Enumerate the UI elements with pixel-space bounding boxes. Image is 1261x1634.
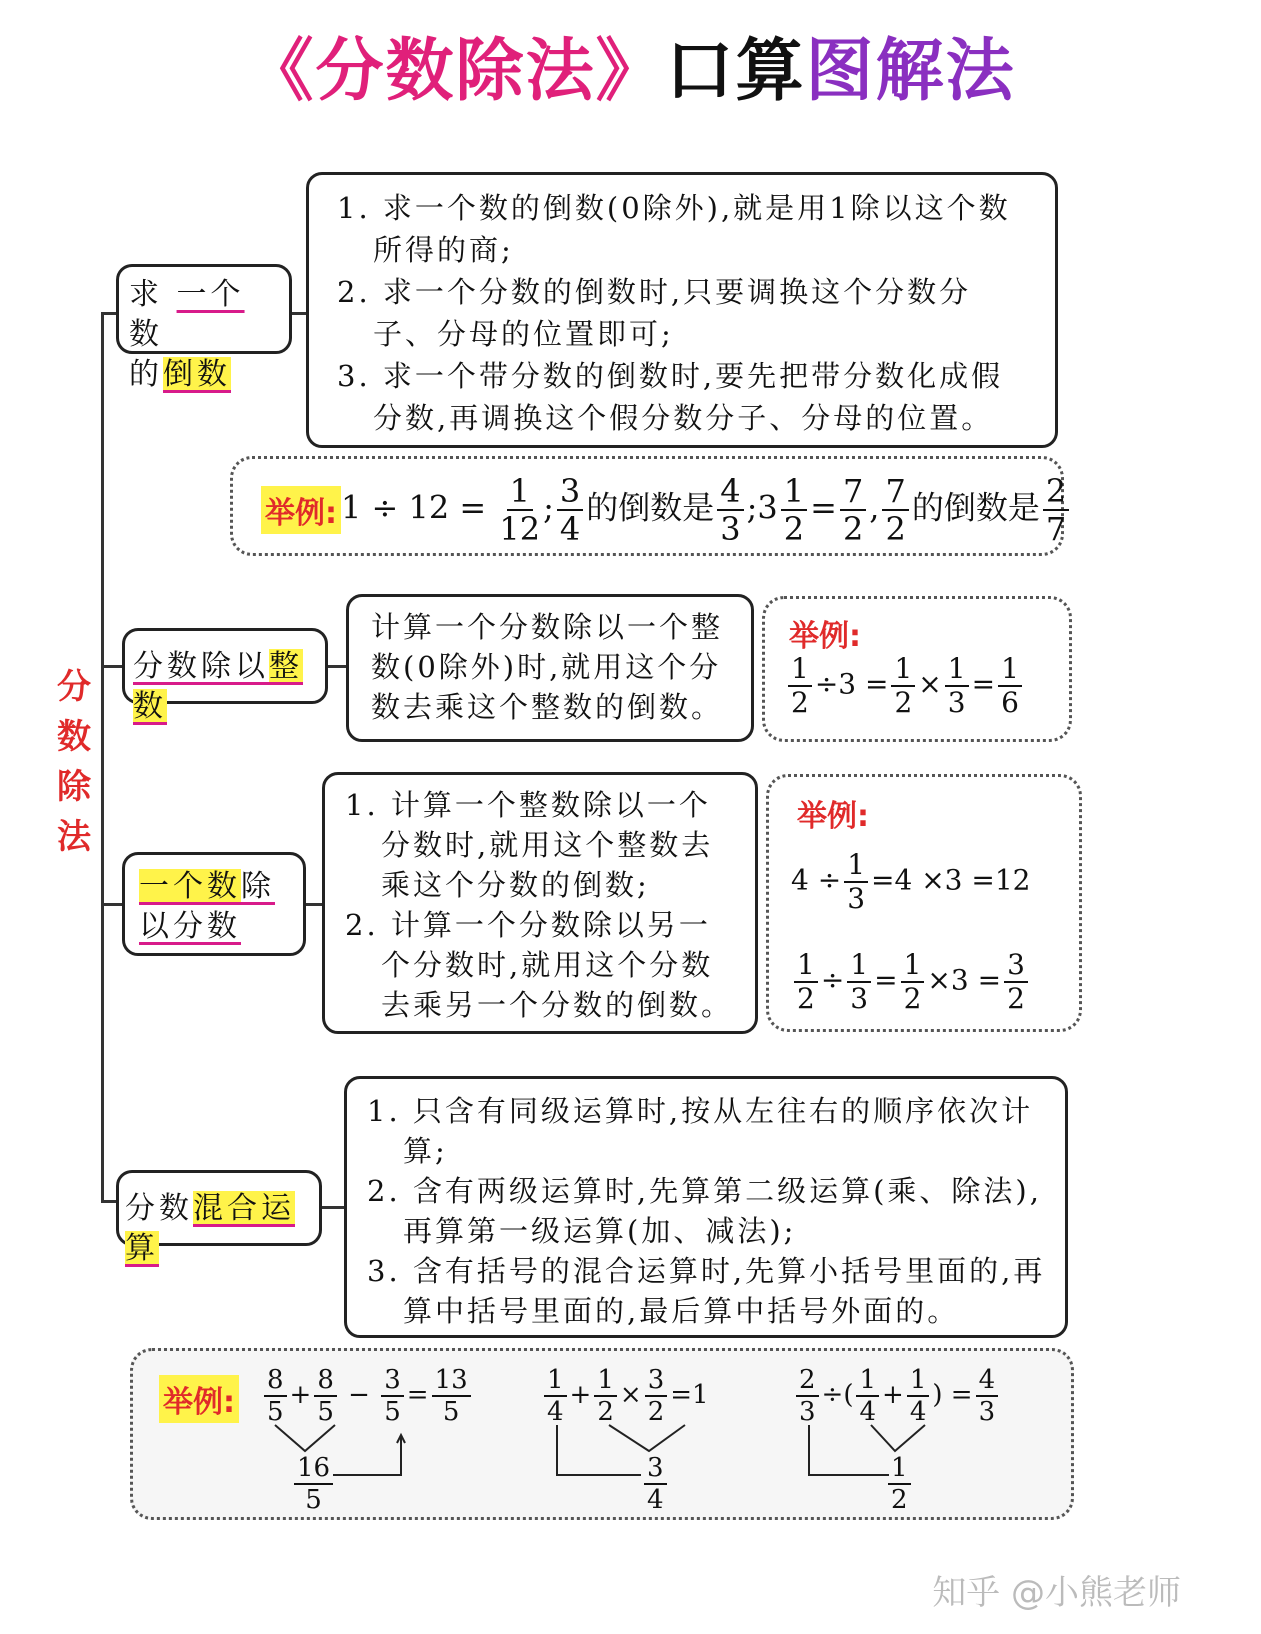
side-char: 数: [57, 717, 91, 757]
section3-label-box: [122, 852, 306, 956]
label-text: 数: [129, 317, 163, 352]
label-highlight: 混合运算: [125, 1191, 295, 1266]
tree-branch-3: [101, 903, 123, 906]
rule-item: 1. 求一个数的倒数(0除外),就是用1除以这个数所得的商;: [337, 191, 1011, 267]
section4-rules-box: [344, 1076, 1068, 1338]
rule-item: 2. 求一个分数的倒数时,只要调换这个分数分子、分母的位置即可;: [337, 275, 972, 351]
section4-example-box: [130, 1348, 1074, 1520]
connector-3: [304, 903, 324, 906]
label-text: 一个: [176, 277, 245, 312]
example-label: 举例:: [789, 619, 861, 654]
example-math: $\frac{2}{3}$ ÷( $\frac{1}{4}$ + $\frac{1}{4}$ ) = $\frac{4}{3}$: [793, 1367, 1001, 1425]
tree-trunk: [101, 312, 104, 1202]
connector-4: [320, 1206, 346, 1209]
example-math: $\frac{1}{2}$: [885, 1455, 914, 1513]
title-part2: 口算: [665, 32, 806, 111]
tree-branch-1: [101, 312, 117, 315]
example-math: $\frac{3}{4}$: [641, 1455, 670, 1513]
section1-example-box: [230, 456, 1067, 556]
section4-label-box: [116, 1170, 322, 1266]
label-text: 除: [241, 869, 275, 904]
watermark: 知乎 @小熊老师: [932, 1573, 1181, 1613]
side-label: [54, 662, 94, 862]
label-text: 分数除以: [133, 649, 269, 684]
example-math: 4 ÷ $\frac{1}{3}$ =4 ×3 =12: [791, 848, 1031, 915]
example-math: $\frac{1}{4}$ + $\frac{1}{2}$ × $\frac{3}{2}$ =1: [541, 1367, 709, 1425]
title-part1: 《分数除法》: [245, 32, 666, 111]
label-text: 的: [129, 357, 163, 392]
section2-label-box: [122, 628, 328, 724]
calc-arrows: [133, 1351, 1077, 1523]
label-text: 以分数: [139, 909, 241, 944]
connector-2: [326, 665, 348, 668]
rule-item: 计算一个分数除以一个整数(0除外)时,就用这个分数去乘这个整数的倒数。: [371, 610, 724, 724]
side-char: 分: [57, 667, 91, 707]
rule-item: 2. 含有两级运算时,先算第二级运算(乘、除法),再算第一级运算(加、减法);: [367, 1174, 1042, 1248]
side-char: 除: [57, 767, 91, 807]
rule-item: 1. 计算一个整数除以一个分数时,就用这个整数去乘这个分数的倒数;: [345, 788, 714, 902]
example-math: $\frac{1}{2}$ ÷ $\frac{1}{3}$ = $\frac{1}{2}$ ×3 = $\frac{3}{2}$: [791, 951, 1031, 1013]
label-text: 求: [129, 277, 163, 312]
section2-example-box: [762, 596, 1072, 742]
section1-label-box: [116, 264, 292, 392]
tree-branch-4: [101, 1200, 117, 1203]
label-highlight: 整数: [133, 649, 303, 724]
label-highlight: 倒数: [163, 357, 231, 392]
rule-item: 3. 求一个带分数的倒数时,要先把带分数化成假分数,再调换这个假分数分子、分母的位置。: [337, 359, 1004, 435]
example-math: $\frac{16}{5}$: [291, 1455, 336, 1513]
title-part3: 图解法: [805, 32, 1016, 111]
rule-item: 3. 含有括号的混合运算时,先算小括号里面的,再算中括号里面的,最后算中括号外面的。: [367, 1254, 1046, 1328]
example-math: $\frac{8}{5}$ + $\frac{8}{5}$ − $\frac{3}{5}$ = $\frac{13}{5}$: [261, 1367, 474, 1425]
example-math: 1 ÷ 12 = $\frac{1}{12}$ ; $\frac{3}{4}$ 的倒数是 $\frac{4}{3}$ ;3 $\frac{1}{2}$ = $\frac{7}{2}$ , $\frac{7}{2}$ 的倒数是 $\frac{2}{7}$: [341, 475, 1072, 545]
section1-rules-box: [306, 172, 1058, 448]
rule-item: 1. 只含有同级运算时,按从左往右的顺序依次计算;: [367, 1094, 1034, 1168]
section2-rule-box: [346, 594, 754, 742]
tree-branch-2: [101, 665, 123, 668]
section3-example-box: [766, 774, 1082, 1032]
example-label: 举例:: [797, 799, 869, 834]
example-label: 举例:: [261, 486, 341, 534]
section3-rules-box: [322, 772, 758, 1034]
page-title: [0, 32, 1261, 111]
rule-item: 2. 计算一个分数除以另一个分数时,就用这个分数去乘另一个分数的倒数。: [345, 908, 734, 1022]
side-char: 法: [57, 817, 91, 857]
label-highlight: 一个数: [139, 869, 241, 904]
example-math: $\frac{1}{2}$ ÷3 = $\frac{1}{2}$ × $\frac{1}{3}$ = $\frac{1}{6}$: [785, 655, 1025, 717]
example-label: 举例:: [159, 1375, 239, 1423]
label-text: 分数: [125, 1191, 193, 1226]
